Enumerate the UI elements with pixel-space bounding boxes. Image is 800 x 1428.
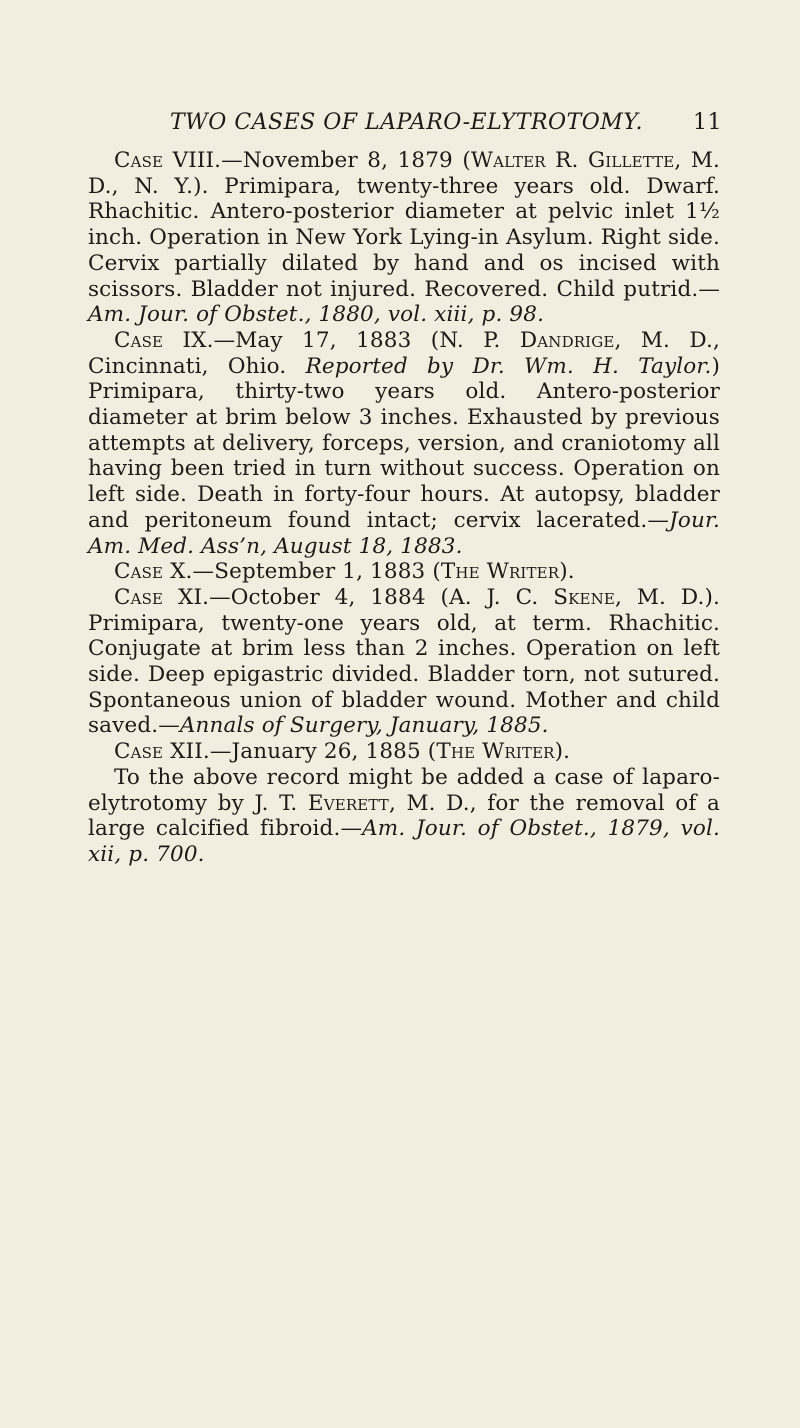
case-paragraph-xi bbox=[88, 585, 720, 739]
case-date: —November 8, 1879 ( bbox=[221, 148, 471, 173]
closing-author: Everett bbox=[307, 790, 389, 816]
closing-citation: Am. Jour. of Obstet., 1879, vol. xii, p. 700. bbox=[88, 816, 720, 867]
case-label: Case X. bbox=[114, 559, 193, 585]
case-paragraph-xii bbox=[88, 739, 720, 765]
case-paragraph-x bbox=[88, 559, 720, 585]
body-text bbox=[88, 148, 720, 868]
case-paragraph-viii bbox=[88, 148, 720, 328]
page-number: 11 bbox=[693, 110, 722, 135]
case-paragraph-ix bbox=[88, 328, 720, 559]
case-label: Case IX. bbox=[114, 327, 214, 353]
case-date: —May 17, 1883 (N. P. bbox=[213, 327, 520, 353]
running-head: TWO CASES OF LAPARO-ELYTROTOMY. bbox=[170, 110, 644, 135]
case-author: Dandrige bbox=[519, 327, 615, 353]
case-label: Case XII. bbox=[114, 739, 210, 765]
case-reported-by: Reported by Dr. Wm. H. Taylor. bbox=[305, 353, 712, 379]
case-close: ). bbox=[554, 739, 571, 765]
case-author: The Writer bbox=[436, 739, 555, 765]
case-date: —September 1, 1883 ( bbox=[192, 559, 441, 585]
case-author: The Writer bbox=[440, 559, 560, 585]
case-location: , M. D., Cincinnati, Ohio. bbox=[88, 327, 720, 379]
closing-text-b: , M. D., for the removal of a large calcified fibroid.— bbox=[88, 790, 720, 842]
closing-text-a: To the above record might be added a case of laparo-elytrotomy by J. T. bbox=[88, 764, 720, 816]
case-citation: Annals of Surgery, January, 1885. bbox=[179, 713, 549, 739]
case-body: , M. D.). Primipara, twenty-one years old, at term. Rhachitic. Conjugate at brim less than 2 inches. Operation on left side. Deep epigastric divided. Bladder torn, not sutured. Spontaneous union of bladder wound. Mother and child saved.— bbox=[88, 584, 720, 739]
case-citation: Jour. Am. Med. Ass’n, August 18, 1883. bbox=[88, 507, 720, 559]
case-label: Case VIII. bbox=[114, 148, 222, 173]
case-body: , M. D., N. Y.). Primipara, twenty-three years old. Dwarf. Rhachitic. Antero-posterior diameter at pelvic inlet 1½ inch. Operation in New York Lying-in Asylum. Right side. Cervix partially dilated by hand and os incised with scissors. Bladder not injured. Recovered. Child putrid.— bbox=[88, 148, 720, 302]
case-body: ) Primipara, thirty-two years old. Antero-posterior diameter at brim below 3 inches. Exhausted by previous attempts at delivery, forceps, version, and craniotomy all having been tried in turn without success. Operation on left side. Death in forty-four hours. At autopsy, bladder and peritoneum found intact; cervix lacerated.— bbox=[88, 353, 721, 533]
case-author: Skene bbox=[553, 584, 615, 610]
case-author: Walter R. Gillette bbox=[470, 148, 675, 173]
closing-paragraph bbox=[88, 765, 720, 868]
case-citation: Am. Jour. of Obstet., 1880, vol. xiii, p. 98. bbox=[88, 302, 545, 328]
case-label: Case XI. bbox=[114, 584, 210, 610]
case-date: —October 4, 1884 (A. J. C. bbox=[209, 584, 554, 610]
case-close: ). bbox=[559, 559, 575, 585]
case-date: —January 26, 1885 ( bbox=[209, 739, 437, 765]
